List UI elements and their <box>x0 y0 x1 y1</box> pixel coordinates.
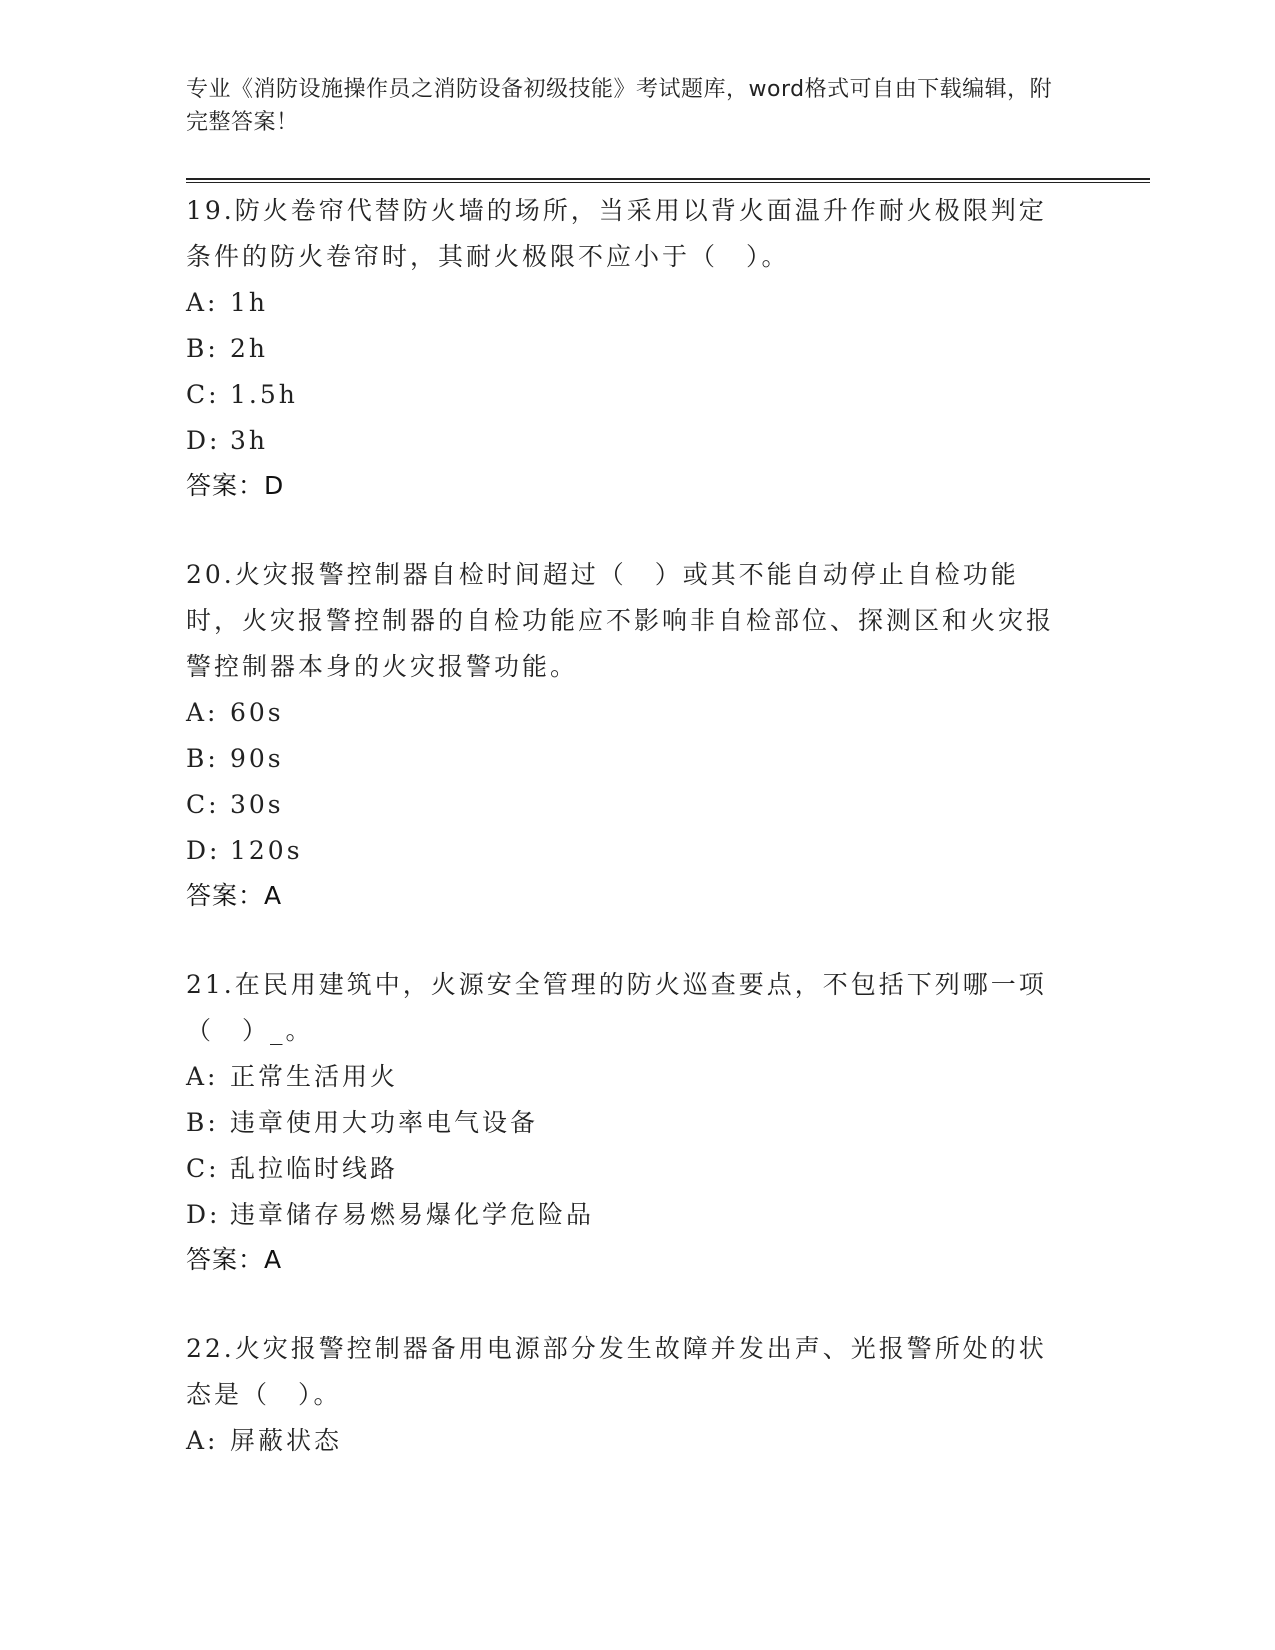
option-key: D: <box>186 836 221 865</box>
option-key: A: <box>186 698 219 727</box>
option-key: B: <box>186 334 219 363</box>
option-key: A: <box>186 288 219 317</box>
option-key: B: <box>186 1108 219 1137</box>
option-a <box>186 690 1066 736</box>
option-text: 30s <box>230 790 284 819</box>
option-key: B: <box>186 744 219 773</box>
answer: 答案：A <box>186 881 283 910</box>
header-divider <box>186 178 1150 183</box>
answer: 答案：A <box>186 1245 283 1274</box>
option-key: C: <box>186 380 220 409</box>
question-text: 19.防火卷帘代替防火墙的场所，当采用以背火面温升作耐火极限判定条件的防火卷帘时，其耐火极限不应小于（ ）。 <box>186 196 1047 271</box>
option-a <box>186 280 1066 326</box>
option-text: 屏蔽状态 <box>230 1426 343 1455</box>
question-text: 20.火灾报警控制器自检时间超过（ ）或其不能自动停止自检功能时，火灾报警控制器的自检功能应不影响非自检部位、探测区和火灾报警控制器本身的火灾报警功能。 <box>186 560 1055 681</box>
option-b <box>186 736 1066 782</box>
option-key: A: <box>186 1062 219 1091</box>
option-d <box>186 1192 1066 1238</box>
option-c <box>186 372 1066 418</box>
question-text: 21.在民用建筑中，火源安全管理的防火巡查要点，不包括下列哪一项（ ）_。 <box>186 970 1047 1045</box>
option-c <box>186 782 1066 828</box>
question-text: 22.火灾报警控制器备用电源部分发生故障并发出声、光报警所处的状态是（ ）。 <box>186 1334 1047 1409</box>
question-21 <box>186 962 1066 1282</box>
option-d <box>186 418 1066 464</box>
option-a <box>186 1054 1066 1100</box>
option-text: 60s <box>230 698 284 727</box>
page-header: 专业《消防设施操作员之消防设备初级技能》考试题库，word格式可自由下载编辑，附完整答案！ <box>186 77 1053 135</box>
option-a <box>186 1418 1066 1464</box>
question-list <box>186 188 1066 1464</box>
option-key: D: <box>186 426 221 455</box>
option-c <box>186 1146 1066 1192</box>
option-text: 正常生活用火 <box>230 1062 399 1091</box>
option-d <box>186 828 1066 874</box>
option-text: 违章使用大功率电气设备 <box>230 1108 539 1137</box>
option-key: D: <box>186 1200 221 1229</box>
option-text: 90s <box>230 744 284 773</box>
option-text: 120s <box>230 836 303 865</box>
option-text: 2h <box>230 334 269 363</box>
option-key: A: <box>186 1426 219 1455</box>
option-key: C: <box>186 790 220 819</box>
question-22 <box>186 1326 1066 1464</box>
option-text: 3h <box>230 426 269 455</box>
question-19 <box>186 188 1066 508</box>
option-b <box>186 1100 1066 1146</box>
option-b <box>186 326 1066 372</box>
option-key: C: <box>186 1154 220 1183</box>
option-text: 违章储存易燃易爆化学危险品 <box>230 1200 595 1229</box>
option-text: 1h <box>230 288 269 317</box>
option-text: 1.5h <box>230 380 298 409</box>
question-20 <box>186 552 1066 918</box>
option-text: 乱拉临时线路 <box>230 1154 399 1183</box>
answer: 答案：D <box>186 471 285 500</box>
